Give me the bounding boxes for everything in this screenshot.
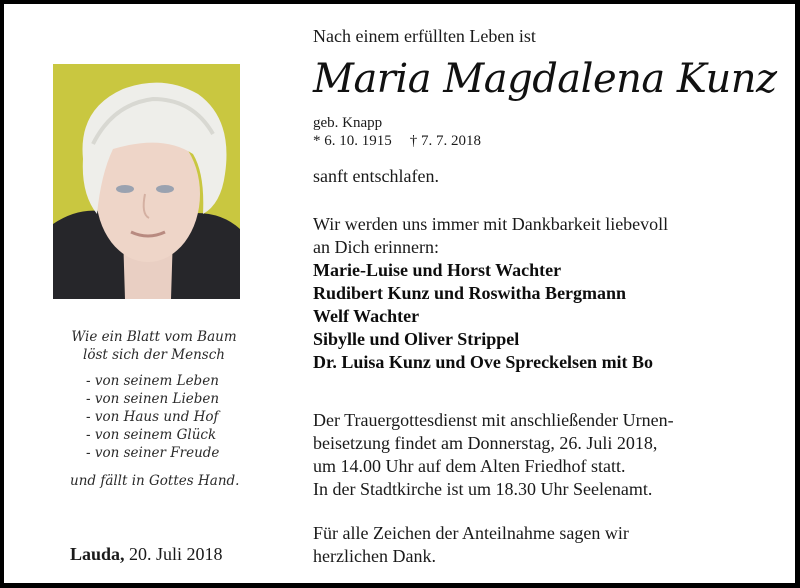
life-dates	[313, 132, 499, 150]
maiden-name: geb. Knapp	[313, 115, 383, 131]
poem-item: - von seinen Lieben	[86, 391, 220, 407]
family-member: Sibylle und Oliver Strippel	[313, 329, 520, 349]
poem-item: - von seinem Glück	[86, 427, 217, 443]
poem-closing: und fällt in Gottes Hand.	[70, 473, 240, 489]
date: 20. Juli 2018	[129, 544, 223, 564]
poem-opening-line: Wie ein Blatt vom Baum	[71, 329, 237, 345]
birth-death	[313, 114, 499, 150]
service-info	[313, 409, 783, 501]
place-date	[70, 544, 223, 565]
poem-opening-line: löst sich der Mensch	[83, 347, 225, 363]
poem-list	[54, 372, 254, 462]
intro-text: Nach einem erfüllten Leben ist	[313, 26, 536, 46]
poem-item: - von seinem Leben	[86, 373, 219, 389]
service-line: In der Stadtkirche ist um 18.30 Uhr Seelenamt.	[313, 479, 653, 499]
service-line: Der Trauergottesdienst mit anschließender Urnen-	[313, 410, 674, 430]
memory-block	[313, 213, 783, 374]
poem	[54, 328, 254, 490]
memory-line: Wir werden uns immer mit Dankbarkeit liebevoll	[313, 214, 669, 234]
place: Lauda,	[70, 544, 125, 564]
family-member: Rudibert Kunz und Roswitha Bergmann	[313, 283, 627, 303]
poem-item: - von Haus und Hof	[86, 409, 219, 425]
passed-text: sanft entschlafen.	[313, 166, 439, 186]
service-line: beisetzung findet am Donnerstag, 26. Juli 2018,	[313, 433, 658, 453]
thanks-line: herzlichen Dank.	[313, 546, 436, 566]
family-member: Marie-Luise und Horst Wachter	[313, 260, 562, 280]
portrait-photo	[53, 64, 240, 299]
family-member: Welf Wachter	[313, 306, 420, 326]
service-line: um 14.00 Uhr auf dem Alten Friedhof statt.	[313, 456, 626, 476]
deceased-name: Maria Magdalena Kunz	[313, 56, 777, 102]
thanks-line: Für alle Zeichen der Anteilnahme sagen wir	[313, 523, 629, 543]
birth-date: * 6. 10. 1915	[313, 133, 392, 149]
thanks-text	[313, 522, 783, 568]
family-member: Dr. Luisa Kunz und Ove Spreckelsen mit Bo	[313, 352, 654, 372]
memory-line: an Dich erinnern:	[313, 237, 439, 257]
death-date: † 7. 7. 2018	[409, 133, 481, 149]
poem-item: - von seiner Freude	[86, 445, 220, 461]
